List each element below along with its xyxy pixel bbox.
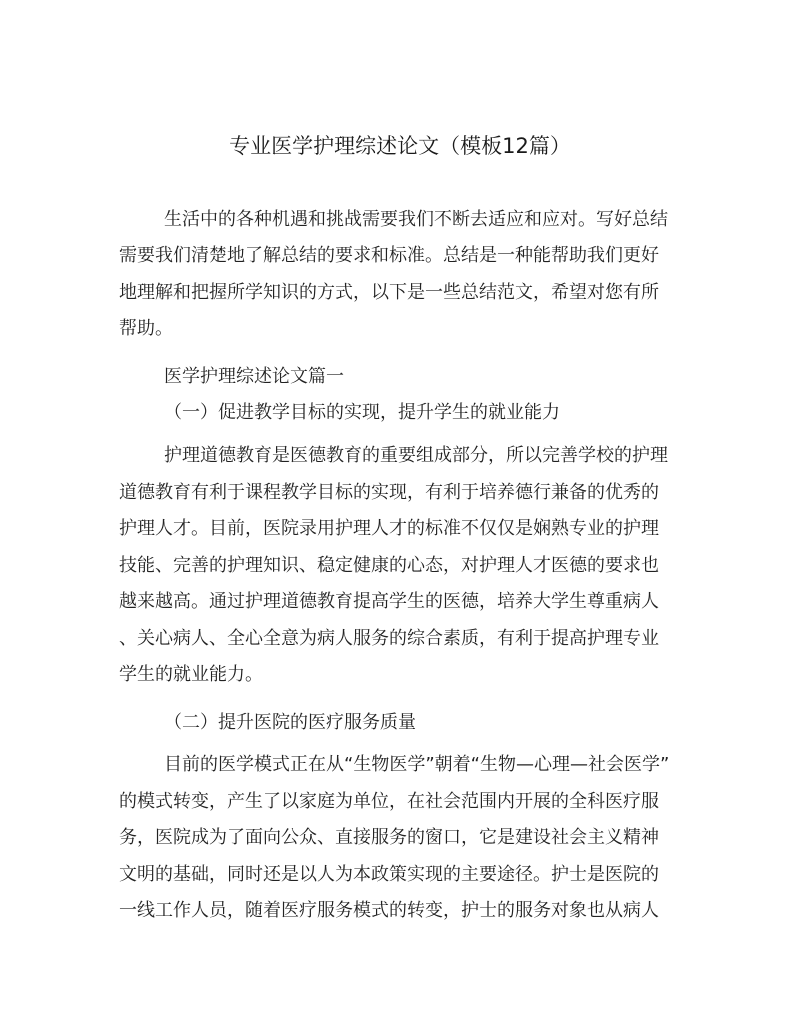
body-line: 道德教育有利于课程教学目标的实现，有利于培养德行兼备的优秀的	[119, 482, 659, 503]
body-line: 文明的基础，同时还是以人为本政策实现的主要途径。护士是医院的	[119, 864, 659, 885]
body-line: 需要我们清楚地了解总结的要求和标准。总结是一种能帮助我们更好	[119, 245, 659, 266]
body-line: 护理人才。目前，医院录用护理人才的标准不仅仅是娴熟专业的护理	[119, 518, 659, 539]
body-line: 的模式转变，产生了以家庭为单位，在社会范围内开展的全科医疗服	[119, 791, 659, 812]
body-line: 帮助。	[119, 318, 173, 339]
body-line: 生活中的各种机遇和挑战需要我们不断去适应和应对。写好总结	[164, 209, 668, 230]
body-line: 越来越高。通过护理道德教育提高学生的医德，培养大学生尊重病人	[119, 591, 659, 612]
body-line: 务，医院成为了面向公众、直接服务的窗口，它是建设社会主义精神	[119, 827, 659, 848]
body-line: 目前的医学模式正在从“生物医学”朝着“生物—心理—社会医学”	[164, 754, 670, 775]
section-heading: 医学护理综述论文篇一	[164, 366, 344, 387]
body-line: 护理道德教育是医德教育的重要组成部分，所以完善学校的护理	[164, 445, 668, 466]
subsection-heading: （一）促进教学目标的实现，提升学生的就业能力	[164, 402, 560, 423]
body-line: 、关心病人、全心全意为病人服务的综合素质，有利于提高护理专业	[119, 628, 659, 649]
body-line: 地理解和把握所学知识的方式，以下是一些总结范文，希望对您有所	[119, 282, 659, 303]
body-line: 学生的就业能力。	[119, 664, 263, 685]
document-title: 专业医学护理综述论文（模板12篇）	[229, 134, 571, 158]
body-line: 技能、完善的护理知识、稳定健康的心态，对护理人才医德的要求也	[119, 555, 659, 576]
subsection-heading: （二）提升医院的医疗服务质量	[164, 712, 416, 733]
body-line: 一线工作人员，随着医疗服务模式的转变，护士的服务对象也从病人	[119, 900, 659, 921]
